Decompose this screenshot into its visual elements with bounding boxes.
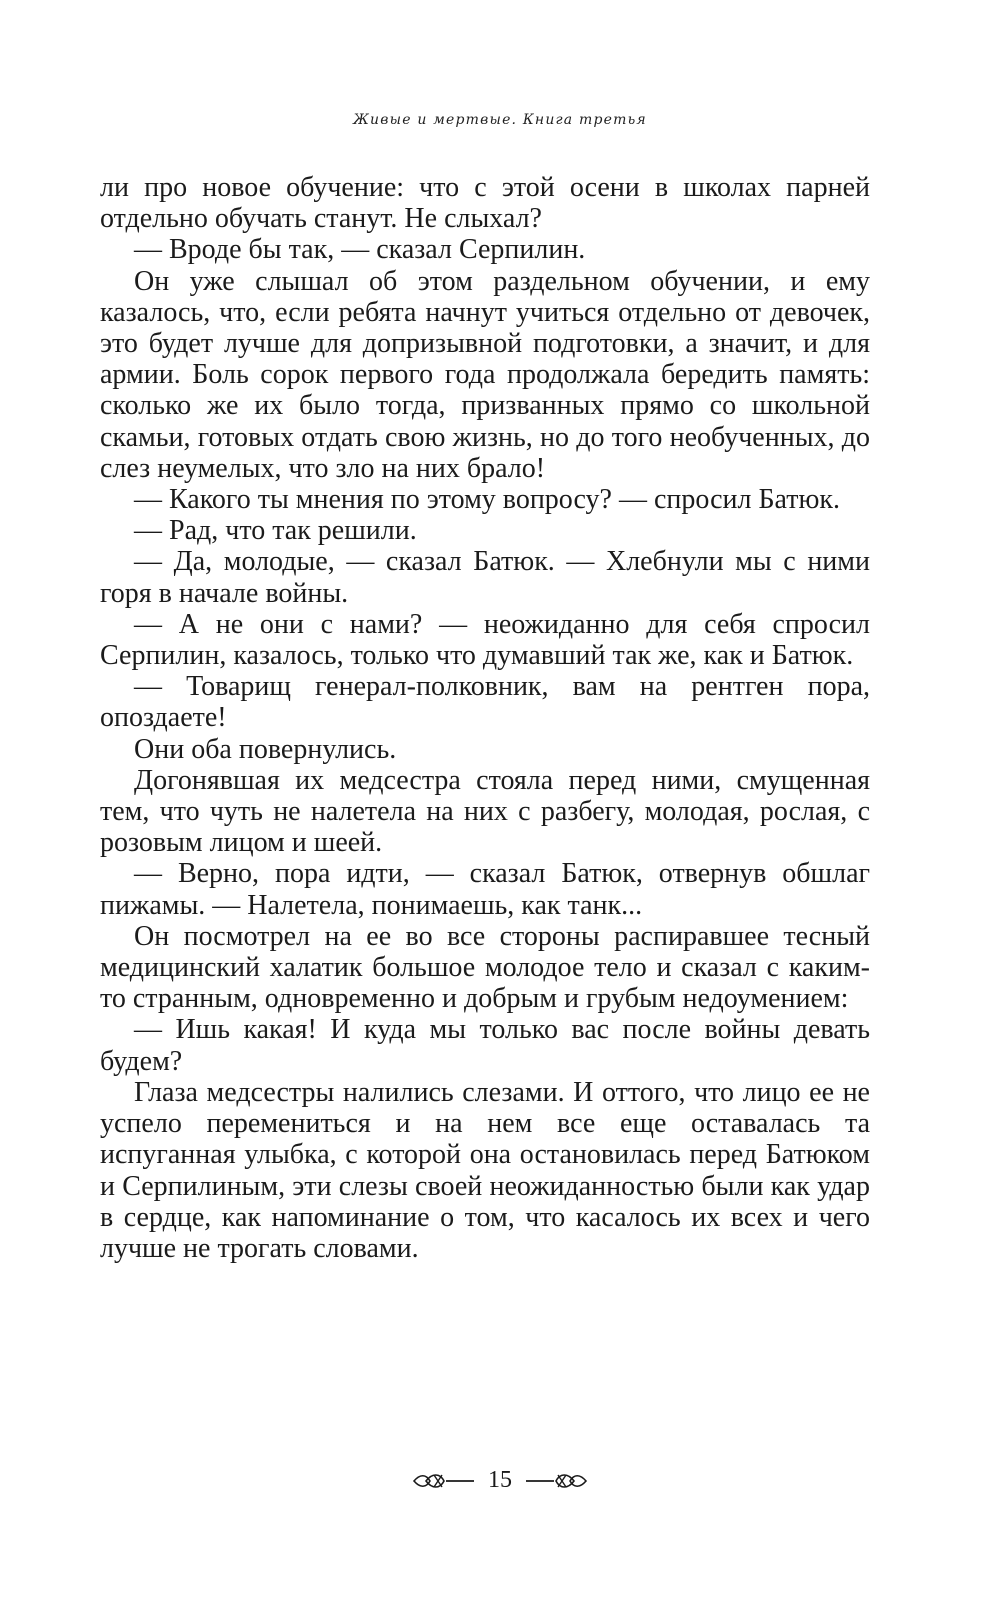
floral-ornament-right-icon — [524, 1470, 588, 1492]
paragraph: — Верно, пора идти, — сказал Батюк, отвернув обшлаг пижамы. — Налетела, понимаешь, как танк... — [100, 858, 870, 921]
page-footer — [0, 1467, 1000, 1494]
paragraph: — Рад, что так решили. — [134, 515, 417, 547]
floral-ornament-left-icon — [412, 1470, 476, 1492]
paragraph: Догонявшая их медсестра стояла перед ними, смущенная тем, что чуть не налетела на них с разбегу, молодая, рослая, с розовым лицом и шеей. — [100, 764, 870, 859]
paragraph: Он уже слышал об этом раздельном обучении, и ему казалось, что, если ребята начнут учиться отдельно от девочек, это будет лучше для допризывной подготовки, а значит, и для армии. Боль сорок первого года продолжала бередить память: сколько же их было тогда, призванных прямо со школьной скамьи, готовых отдать свою жизнь, но до того необученных, до слез неумелых, что зло на них брало! — [100, 265, 870, 484]
paragraph: — Да, молодые, — сказал Батюк. — Хлебнули мы с ними горя в начале войны. — [100, 546, 870, 609]
paragraph: Глаза медсестры налились слезами. И оттого, что лицо ее не успело перемениться и на нем все еще оставалась та испуганная улыбка, с которой она остановилась перед Батюком и Серпилиным, эти слезы своей неожиданностью были как удар в сердце, как напоминание о том, что касалось их всех и чего лучше не трогать словами. — [100, 1076, 870, 1264]
running-title: Живые и мертвые. Книга третья — [353, 112, 647, 128]
paragraph: ли про новое обучение: что с этой осени в школах парней отдельно обучать станут. Не слыхал? — [100, 172, 870, 235]
paragraph: Они оба повернулись. — [134, 733, 397, 765]
main-text — [100, 172, 870, 1264]
paragraph: — Товарищ генерал-полковник, вам на рентген пора, опоздаете! — [100, 671, 870, 734]
paragraph: Он посмотрел на ее во все стороны распиравшее тесный медицинский халатик большое молодое тело и сказал с каким-то странным, одновременно и добрым и грубым недоумением: — [100, 920, 870, 1015]
paragraph: — Ишь какая! И куда мы только вас после войны девать будем? — [100, 1014, 870, 1077]
paragraph: — Какого ты мнения по этому вопросу? — спросил Батюк. — [134, 484, 841, 516]
page-number: 15 — [488, 1467, 512, 1493]
paragraph: — А не они с нами? — неожиданно для себя спросил Серпилин, казалось, только что думавший так же, как и Батюк. — [100, 608, 870, 672]
paragraph: — Вроде бы так, — сказал Серпилин. — [134, 234, 586, 266]
